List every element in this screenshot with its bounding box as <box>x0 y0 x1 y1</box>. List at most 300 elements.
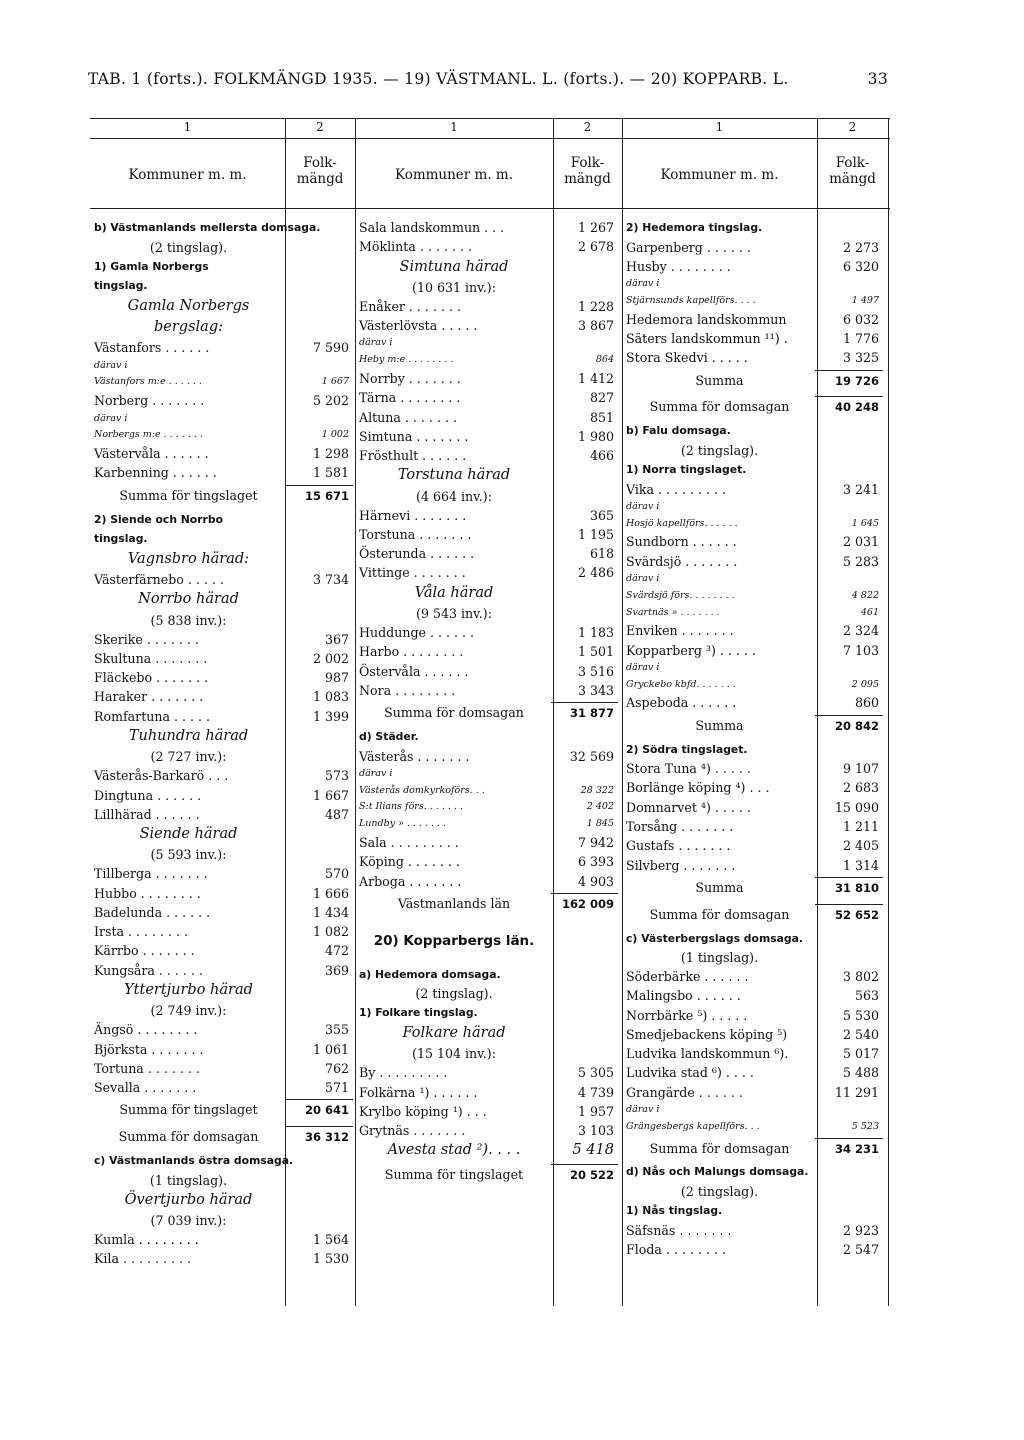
table-row <box>626 986 879 1005</box>
row-value: 7 103 <box>842 642 879 658</box>
row-label: Norrbo härad <box>138 591 239 608</box>
row-label: därav i <box>359 337 393 349</box>
table-row <box>94 358 283 375</box>
table-row <box>626 441 813 460</box>
row-value: 1 061 <box>312 1041 349 1057</box>
table-row <box>626 856 879 875</box>
table-row <box>359 487 549 506</box>
folk-label: Folk- <box>303 155 337 171</box>
row-label: Tuhundra härad <box>128 727 249 744</box>
mangd-label: mängd <box>564 170 611 187</box>
row-label: b) Falu domsaga. <box>626 424 731 438</box>
table-row <box>626 571 813 588</box>
row-label: (1 tingslag). <box>680 950 759 966</box>
sum-rule <box>551 893 618 894</box>
row-label: (2 727 inv.): <box>150 749 227 765</box>
row-value: 2 002 <box>312 650 349 666</box>
table-row <box>94 630 349 649</box>
row-value: 52 652 <box>834 907 879 922</box>
table-row <box>94 391 349 410</box>
row-value: 6 320 <box>842 258 879 274</box>
sum-rule <box>815 396 883 397</box>
row-value: 7 590 <box>312 340 349 356</box>
table-row <box>626 1083 879 1102</box>
table-row <box>626 778 879 797</box>
row-label: (7 039 inv.): <box>150 1212 227 1228</box>
table-row <box>359 604 549 623</box>
row-value: 1 497 <box>851 294 879 306</box>
row-value: 864 <box>595 354 614 366</box>
row-value: 487 <box>324 806 349 822</box>
sum-rule <box>815 715 883 716</box>
table-row <box>94 805 349 824</box>
section-heading <box>626 740 813 760</box>
table-row <box>359 799 614 816</box>
row-value: 1 211 <box>842 818 879 834</box>
row-value: 2 923 <box>842 1222 879 1238</box>
row-label: Borlänge köping ⁴) . . . <box>626 780 770 796</box>
section-heading <box>626 1201 813 1221</box>
section-heading <box>359 465 549 486</box>
row-label: Dingtuna . . . . . . <box>94 787 202 803</box>
row-label: Söderbärke . . . . . . <box>626 969 749 985</box>
table-row <box>626 1102 813 1119</box>
row-value: 5 017 <box>842 1046 879 1062</box>
row-value: 6 032 <box>842 311 879 327</box>
row-label: (2 tingslag). <box>680 442 759 458</box>
row-value: 3 516 <box>577 663 614 679</box>
table-row <box>626 1006 879 1025</box>
row-label: Smedjebackens köping ⁵) <box>626 1026 788 1042</box>
row-label: därav i <box>94 359 128 371</box>
row-value: 987 <box>324 670 349 686</box>
table-row <box>626 641 879 660</box>
row-label: Sevalla . . . . . . . <box>94 1080 197 1096</box>
table-row <box>94 238 283 257</box>
row-value: 762 <box>324 1060 349 1076</box>
row-value: 5 488 <box>842 1065 879 1081</box>
row-label: Tärna . . . . . . . . <box>359 390 461 406</box>
table-row <box>359 506 614 525</box>
summary-row <box>626 713 879 740</box>
table-row <box>94 611 283 630</box>
table-row <box>94 845 283 864</box>
row-label: därav i <box>626 500 660 512</box>
row-label: a) Hedemora domsaga. <box>359 967 501 981</box>
row-label: Säters landskommun ¹¹) . <box>626 330 788 346</box>
row-label: (9 543 inv.): <box>416 605 492 621</box>
kommuner-header: Kommuner m. m. <box>128 167 247 183</box>
row-label: Summa för domsagan <box>649 1140 790 1156</box>
summary-row <box>626 368 879 395</box>
row-value: 32 569 <box>569 748 614 764</box>
row-label: Stjärnsunds kapellförs. . . . <box>626 294 756 306</box>
section-heading <box>94 726 283 747</box>
table-row <box>359 218 614 237</box>
row-label: Folkare härad <box>402 1024 506 1041</box>
row-value: 31 810 <box>834 880 879 895</box>
row-value: 1 957 <box>577 1103 614 1119</box>
row-value: 15 090 <box>834 799 879 815</box>
row-label: Summa för domsagan <box>649 906 790 922</box>
row-value: 2 678 <box>577 239 614 255</box>
section-heading <box>626 460 813 480</box>
row-label: Ludvika landskommun ⁶). <box>626 1046 789 1062</box>
section-heading <box>94 296 283 317</box>
row-label: 2) Siende och Norrbo <box>94 512 224 526</box>
row-label: (2 tingslag). <box>149 239 228 255</box>
col-number-1: 1 <box>715 120 724 134</box>
row-label: (5 593 inv.): <box>150 847 227 863</box>
row-label: d) Nås och Malungs domsaga. <box>626 1165 809 1179</box>
row-label: Malingsbo . . . . . . <box>626 988 741 1004</box>
table-row <box>359 352 614 369</box>
table-row <box>94 1211 283 1230</box>
table-row <box>626 1221 879 1240</box>
row-label: c) Västmanlands östra domsaga. <box>94 1154 294 1168</box>
row-value: 2 540 <box>842 1026 879 1042</box>
summary-row <box>626 1136 879 1163</box>
row-label: Huddunge . . . . . . <box>359 624 474 640</box>
row-value: 40 248 <box>834 400 879 415</box>
row-label: Simtuna härad <box>399 258 509 275</box>
table-row <box>94 687 349 706</box>
row-value: 1 564 <box>312 1232 349 1248</box>
row-label: Tillberga . . . . . . . <box>94 866 208 882</box>
table-row <box>626 605 879 622</box>
row-value: 4 739 <box>577 1084 614 1100</box>
section-heading <box>94 824 283 845</box>
summary-row <box>626 394 879 421</box>
table-row <box>359 388 614 407</box>
row-value: 5 283 <box>842 553 879 569</box>
row-value: 367 <box>324 631 349 647</box>
sum-rule <box>551 702 618 703</box>
table-row <box>359 816 614 833</box>
row-value: 571 <box>324 1080 349 1096</box>
row-label: Summa för tingslaget <box>119 487 258 503</box>
row-value: 2 547 <box>842 1242 879 1257</box>
row-label: Västerfärnebo . . . . . <box>94 572 224 588</box>
population-table <box>90 118 890 1306</box>
row-label: Gryckebo kbfd. . . . . . . <box>626 678 736 690</box>
table-row <box>359 681 614 700</box>
section-heading <box>359 918 549 965</box>
mangd-label: mängd <box>296 170 344 187</box>
section-heading <box>94 218 321 238</box>
row-label: Svärdsjö förs. . . . . . . . <box>626 589 735 601</box>
table-row <box>626 817 879 836</box>
row-value: 1 501 <box>577 644 614 660</box>
table-row <box>359 766 549 783</box>
sum-rule <box>815 1138 883 1139</box>
row-value: 461 <box>860 606 879 618</box>
table-row <box>359 984 549 1003</box>
row-label: By . . . . . . . . . <box>359 1065 448 1081</box>
row-value: 2 486 <box>577 565 614 581</box>
table-row <box>94 1001 283 1020</box>
row-value: 28 322 <box>580 784 614 796</box>
row-label: Fläckebo . . . . . . . <box>94 670 209 686</box>
row-label: Tortuna . . . . . . . <box>94 1060 200 1076</box>
row-label: Domnarvet ⁴) . . . . . <box>626 799 751 815</box>
row-value: 20 522 <box>569 1167 614 1182</box>
table-row <box>94 786 349 805</box>
row-label: b) Västmanlands mellersta domsaga. <box>94 221 321 234</box>
table-row <box>626 552 879 571</box>
row-value: 1 399 <box>312 708 349 724</box>
row-label: Möklinta . . . . . . . <box>359 239 472 255</box>
col-number-2: 2 <box>583 120 592 134</box>
row-value: 1 083 <box>312 689 349 705</box>
table-row <box>359 335 549 352</box>
row-label: (10 631 inv.): <box>412 279 496 295</box>
summary-row <box>359 1162 614 1189</box>
row-label: Floda . . . . . . . . <box>626 1242 726 1257</box>
section-heading <box>626 1162 813 1182</box>
table-row <box>94 427 349 444</box>
row-value: 5 418 <box>572 1142 614 1159</box>
row-label: Köping . . . . . . . <box>359 854 460 870</box>
row-value: 860 <box>854 695 879 711</box>
row-value: 1 314 <box>842 857 879 873</box>
number-row-rule <box>90 138 890 139</box>
row-label: S:t Ilians förs. . . . . . . <box>359 801 463 813</box>
row-value: 573 <box>324 768 349 784</box>
row-label: (2 749 inv.): <box>150 1003 227 1019</box>
table-row <box>359 525 614 544</box>
row-label: Summa för tingslaget <box>384 1166 524 1182</box>
row-label: Vittinge . . . . . . . <box>359 565 466 581</box>
sum-rule <box>285 1126 353 1127</box>
row-value: 3 343 <box>577 682 614 698</box>
row-label: Hedemora landskommun <box>626 311 787 327</box>
table-top-rule <box>90 118 890 119</box>
table-row <box>626 310 879 329</box>
row-label: (5 838 inv.): <box>150 612 227 628</box>
row-value: 3 802 <box>842 969 879 985</box>
table-row <box>626 1182 813 1201</box>
row-value: 5 202 <box>312 393 349 409</box>
row-value: 3 734 <box>312 572 349 588</box>
row-label: Torstuna . . . . . . . <box>359 526 472 542</box>
row-value: 5 305 <box>577 1065 614 1081</box>
table-row <box>359 427 614 446</box>
table-row <box>626 693 879 712</box>
row-label: Västmanlands län <box>397 895 511 911</box>
table-row <box>626 660 813 677</box>
table-row <box>359 1083 614 1102</box>
page-header <box>88 70 888 88</box>
sum-rule <box>551 1164 618 1165</box>
section-heading <box>94 980 283 1001</box>
row-value: 5 530 <box>842 1007 879 1023</box>
row-label: Västanfors . . . . . . <box>94 340 210 356</box>
row-label: d) Städer. <box>359 729 419 743</box>
col-number-2: 2 <box>848 120 857 134</box>
row-label: Västerås domkyrkoförs. . . <box>359 784 485 796</box>
table-row <box>94 1020 349 1039</box>
folkmangd-header <box>285 156 355 187</box>
row-value: 19 726 <box>834 373 879 388</box>
row-value: 1 581 <box>312 465 349 481</box>
divider <box>355 118 356 1306</box>
row-label: Skerike . . . . . . . <box>94 631 199 647</box>
section-heading <box>94 317 283 338</box>
row-value: 1 082 <box>312 924 349 940</box>
row-label: Yttertjurbo härad <box>124 981 253 998</box>
table-row <box>359 369 614 388</box>
col-number-1: 1 <box>183 120 192 134</box>
section-heading <box>626 218 813 238</box>
row-label: Harbo . . . . . . . . <box>359 644 464 660</box>
row-label: Summa för domsagan <box>384 705 524 721</box>
row-value: 2 095 <box>851 678 879 690</box>
row-value: 2 324 <box>842 623 879 639</box>
row-label: 2) Hedemora tingslag. <box>626 221 763 234</box>
section-heading <box>359 727 549 747</box>
row-label: Irsta . . . . . . . . <box>94 924 189 940</box>
row-value: 1 667 <box>312 787 349 803</box>
row-label: Kärrbo . . . . . . . <box>94 943 195 959</box>
row-label: Gustafs . . . . . . . <box>626 838 731 854</box>
row-label: Björksta . . . . . . . <box>94 1041 204 1057</box>
table-row <box>94 1171 283 1190</box>
row-label: Enviken . . . . . . . <box>626 623 734 639</box>
row-value: 4 822 <box>851 589 879 601</box>
section-heading <box>94 529 283 549</box>
row-label: Sala landskommun . . . <box>359 220 505 235</box>
row-value: 369 <box>324 962 349 978</box>
folkmangd-header <box>817 156 888 187</box>
table-row <box>94 1078 349 1097</box>
row-value: 1 412 <box>577 370 614 386</box>
table-row <box>626 621 879 640</box>
row-label: Torsång . . . . . . . <box>626 818 734 834</box>
mangd-label: mängd <box>829 170 876 187</box>
row-label: Ängsö . . . . . . . . <box>94 1022 198 1038</box>
row-value: 2 402 <box>586 801 614 813</box>
row-value: 2 273 <box>842 239 879 255</box>
table-row <box>359 833 614 852</box>
row-label: Enåker . . . . . . . <box>359 298 461 314</box>
row-label: Husby . . . . . . . . <box>626 258 731 274</box>
table-row <box>359 297 614 316</box>
row-label: Arboga . . . . . . . <box>359 873 462 889</box>
row-label: Västerlövsta . . . . . <box>359 318 478 334</box>
table-row <box>359 642 614 661</box>
row-label: därav i <box>359 767 393 779</box>
row-label: därav i <box>626 572 660 584</box>
table-row <box>626 798 879 817</box>
row-label: Avesta stad ²). . . . <box>387 1142 521 1159</box>
row-value: 5 523 <box>851 1120 879 1132</box>
row-label: (15 104 inv.): <box>412 1046 496 1062</box>
row-label: Kopparberg ³) . . . . . <box>626 642 756 658</box>
row-label: Summa <box>695 879 744 895</box>
row-label: Torstuna härad <box>397 467 511 484</box>
table-row <box>359 563 614 582</box>
row-value: 1 666 <box>312 885 349 901</box>
section-heading <box>94 510 283 530</box>
row-label: Krylbo köping ¹) . . . <box>359 1103 487 1119</box>
row-label: Garpenberg . . . . . . <box>626 239 751 255</box>
row-value: 2 405 <box>842 838 879 854</box>
row-label: tingslag. <box>94 532 148 546</box>
row-value: 20 842 <box>834 718 879 733</box>
table-row <box>94 903 349 922</box>
table-row <box>626 1063 879 1082</box>
sum-rule <box>815 370 883 371</box>
row-label: 1) Nås tingslag. <box>626 1204 723 1218</box>
section-heading <box>94 589 283 610</box>
table-row <box>94 649 349 668</box>
row-label: Heby m:e . . . . . . . . <box>359 354 454 366</box>
col-number-2: 2 <box>316 120 324 134</box>
row-label: Svärdsjö . . . . . . . <box>626 553 738 569</box>
sum-rule <box>285 485 353 486</box>
sum-rule <box>285 1099 353 1100</box>
row-label: Summa för domsagan <box>649 399 790 415</box>
row-label: därav i <box>626 278 660 290</box>
row-label: Vika . . . . . . . . . <box>626 481 727 497</box>
table-row <box>626 948 813 967</box>
section-heading <box>94 276 283 296</box>
row-label: c) Västerbergslags domsaga. <box>626 931 804 945</box>
row-label: Stora Skedvi . . . . . <box>626 350 748 366</box>
section-heading <box>359 965 549 985</box>
row-label: Romfartuna . . . . . <box>94 708 211 724</box>
section-heading <box>94 549 283 570</box>
table-row <box>626 759 879 778</box>
table-row <box>626 329 879 348</box>
table-row <box>94 1249 349 1268</box>
table-row <box>359 1121 614 1140</box>
row-value: 570 <box>324 866 349 882</box>
row-label: Aspeboda . . . . . . <box>626 695 737 711</box>
table-row <box>94 1040 349 1059</box>
row-value: 162 009 <box>561 896 614 911</box>
divider <box>622 118 623 1306</box>
row-value: 827 <box>589 390 614 406</box>
table-row <box>359 408 614 427</box>
row-label: (4 664 inv.): <box>416 488 492 504</box>
summary-row <box>94 1124 349 1151</box>
table-row <box>94 570 349 589</box>
row-value: 1 183 <box>577 624 614 640</box>
table-row <box>94 444 349 463</box>
row-value: 1 267 <box>577 220 614 235</box>
row-value: 563 <box>854 988 879 1004</box>
summary-row <box>626 875 879 902</box>
row-label: Karbenning . . . . . . <box>94 465 217 481</box>
table-row <box>626 480 879 499</box>
section-heading <box>359 1140 614 1161</box>
sum-rule <box>815 877 883 878</box>
row-label: Summa för tingslaget <box>119 1102 258 1118</box>
row-value: 3 103 <box>577 1123 614 1139</box>
row-label: Vagnsbro härad: <box>127 550 250 567</box>
section-heading <box>626 421 813 441</box>
row-label: Norrby . . . . . . . <box>359 370 461 386</box>
table-row <box>359 446 614 465</box>
table-row <box>94 707 349 726</box>
row-value: 31 877 <box>569 706 614 721</box>
row-value: 1 298 <box>312 446 349 462</box>
row-label: Simtuna . . . . . . . <box>359 428 469 444</box>
row-label: Hosjö kapellförs. . . . . . <box>626 517 738 529</box>
table-row <box>626 293 879 310</box>
